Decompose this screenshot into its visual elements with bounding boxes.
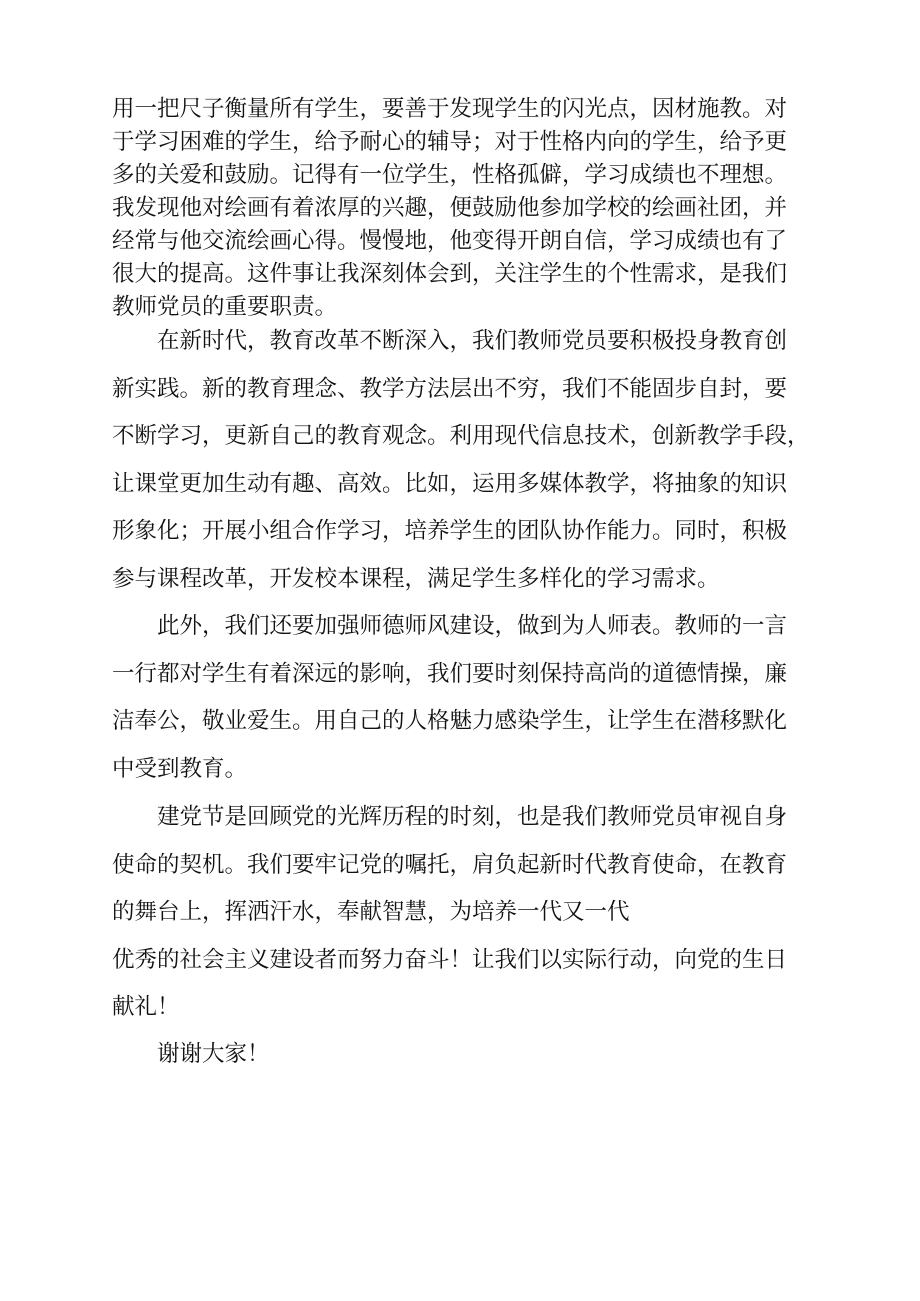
text-line: 让课堂更加生动有趣、高效。比如，运用多媒体教学，将抽象的知识 <box>112 470 788 497</box>
text-line: 优秀的社会主义建设者而努力奋斗！让我们以实际行动，向党的生日 <box>112 946 788 973</box>
paragraph-party-anniversary <box>112 794 812 1032</box>
text-line: 中受到教育。 <box>112 755 248 782</box>
text-line: 我发现他对绘画有着浓厚的兴趣，便鼓励他参加学校的绘画社团，并 <box>112 195 788 221</box>
text-line: 谢谢大家！ <box>112 1041 270 1067</box>
text-line: 献礼！ <box>112 994 180 1021</box>
text-line: 使命的契机。我们要牢记党的嘱托，肩负起新时代教育使命，在教育 <box>112 851 788 878</box>
text-line: 经常与他交流绘画心得。慢慢地，他变得开朗自信，学习成绩也有了 <box>112 228 788 254</box>
text-line: 在新时代，教育改革不断深入，我们教师党员要积极投身教育创 <box>112 328 788 354</box>
text-line: 新实践。新的教育理念、教学方法层出不穷，我们不能固步自封，要 <box>112 375 788 402</box>
text-line: 一行都对学生有着深远的影响，我们要时刻保持高尚的道德情操，廉 <box>112 660 788 687</box>
paragraph-student-individuality <box>112 93 812 324</box>
text-line: 建党节是回顾党的光辉历程的时刻，也是我们教师党员审视自身 <box>112 804 788 830</box>
text-line: 此外，我们还要加强师德师风建设，做到为人师表。教师的一言 <box>112 613 788 639</box>
text-line: 用一把尺子衡量所有学生，要善于发现学生的闪光点，因材施教。对 <box>112 96 788 122</box>
paragraph-education-innovation <box>112 318 812 604</box>
text-line: 的舞台上，挥洒汗水，奉献智慧，为培养一代又一代 <box>112 899 630 926</box>
text-line: 教师党员的重要职责。 <box>112 294 338 320</box>
paragraph-teacher-ethics <box>112 603 812 793</box>
paragraph-closing <box>112 1031 812 1079</box>
text-line: 参与课程改革，开发校本课程，满足学生多样化的学习需求。 <box>112 565 720 592</box>
text-line: 形象化；开展小组合作学习，培养学生的团队协作能力。同时，积极 <box>112 518 788 545</box>
text-line: 很大的提高。这件事让我深刻体会到，关注学生的个性需求，是我们 <box>112 261 788 287</box>
text-line: 洁奉公，敬业爱生。用自己的人格魅力感染学生，让学生在潜移默化 <box>112 708 788 735</box>
text-line: 多的关爱和鼓励。记得有一位学生，性格孤僻，学习成绩也不理想。 <box>112 162 788 188</box>
text-line: 于学习困难的学生，给予耐心的辅导；对于性格内向的学生，给予更 <box>112 129 788 155</box>
text-line: 不断学习，更新自己的教育观念。利用现代信息技术，创新教学手段， <box>112 423 810 450</box>
